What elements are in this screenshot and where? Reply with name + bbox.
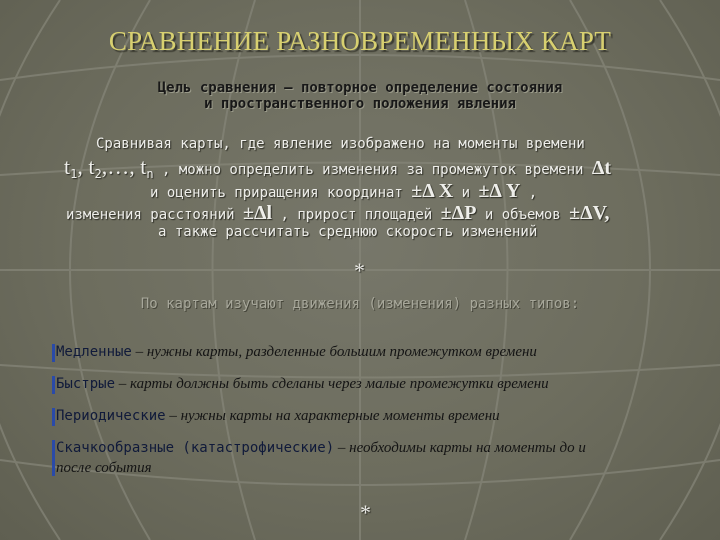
type-marker-1: [52, 344, 55, 362]
type-term-slow: Медленные: [56, 344, 132, 360]
intro-line-2: [64, 154, 611, 181]
intro-line-3-text-c: ,: [520, 185, 538, 201]
type-item-catastrophic-cont: [56, 460, 152, 477]
star-separator-bottom: *: [360, 500, 371, 525]
type-term-periodic: Периодические: [56, 408, 166, 424]
type-desc-slow: – нужны карты, разделенные большим промежутком времени: [131, 344, 537, 360]
intro-line-5: а также рассчитать среднюю скорость изменений: [158, 224, 538, 240]
type-marker-3: [52, 408, 55, 426]
delta-p-symbol: ±ΔP: [440, 202, 477, 224]
delta-v-symbol: ±ΔV,: [569, 202, 610, 224]
delta-y-symbol: ±Δ Y: [478, 180, 521, 202]
intro-line-4: [66, 202, 610, 225]
goal-line-2: и пространственного положения явления: [204, 96, 516, 112]
t1-subscript: 1: [70, 166, 78, 181]
t1-symbol: t: [64, 154, 71, 179]
types-heading: По картам изучают движения (изменения) разных типов:: [140, 296, 580, 312]
intro-line-3-text-b: и: [453, 185, 479, 201]
tn-symbol: ,…, t: [101, 154, 147, 179]
type-item-slow: [56, 344, 537, 361]
t2-subscript: 2: [94, 166, 102, 181]
intro-line-3: [150, 180, 537, 203]
delta-l-symbol: ±Δl: [243, 202, 273, 224]
type-term-catastrophic: Скачкообразные (катастрофические): [56, 440, 335, 456]
intro-line-4-text-a: изменения расстояний: [66, 207, 244, 223]
type-term-fast: Быстрые: [56, 376, 116, 392]
type-desc-fast: – карты должны быть сделаны через малые промежутки времени: [115, 376, 549, 392]
t2-symbol: , t: [77, 154, 95, 179]
type-desc-periodic: – нужны карты на характерные моменты времени: [165, 408, 500, 424]
intro-line-2-text: , можно определить изменения за промежуток времени: [153, 162, 592, 178]
intro-line-3-text-a: и оценить приращения координат: [150, 185, 412, 201]
type-marker-2: [52, 376, 55, 394]
type-desc-catastrophic: – необходимы карты на моменты до и: [334, 440, 586, 456]
delta-x-symbol: ±Δ X: [411, 180, 454, 202]
star-separator-top: *: [354, 258, 365, 283]
type-item-fast: [56, 376, 549, 393]
intro-line-4-text-b: , прирост площадей: [272, 207, 441, 223]
delta-t-symbol: Δt: [591, 157, 612, 179]
goal-line-1: Цель сравнения – повторное определение состояния: [157, 80, 563, 96]
type-item-periodic: [56, 408, 500, 425]
intro-line-1: Сравнивая карты, где явление изображено на моменты времени: [96, 136, 585, 152]
type-desc-catastrophic-2: после события: [56, 460, 152, 476]
slide-title: СРАВНЕНИЕ РАЗНОВРЕМЕННЫХ КАРТ: [108, 26, 612, 56]
type-marker-4: [52, 440, 55, 476]
type-item-catastrophic: [56, 440, 586, 457]
tn-subscript: n: [146, 166, 154, 181]
intro-line-4-text-c: и объемов: [476, 207, 570, 223]
